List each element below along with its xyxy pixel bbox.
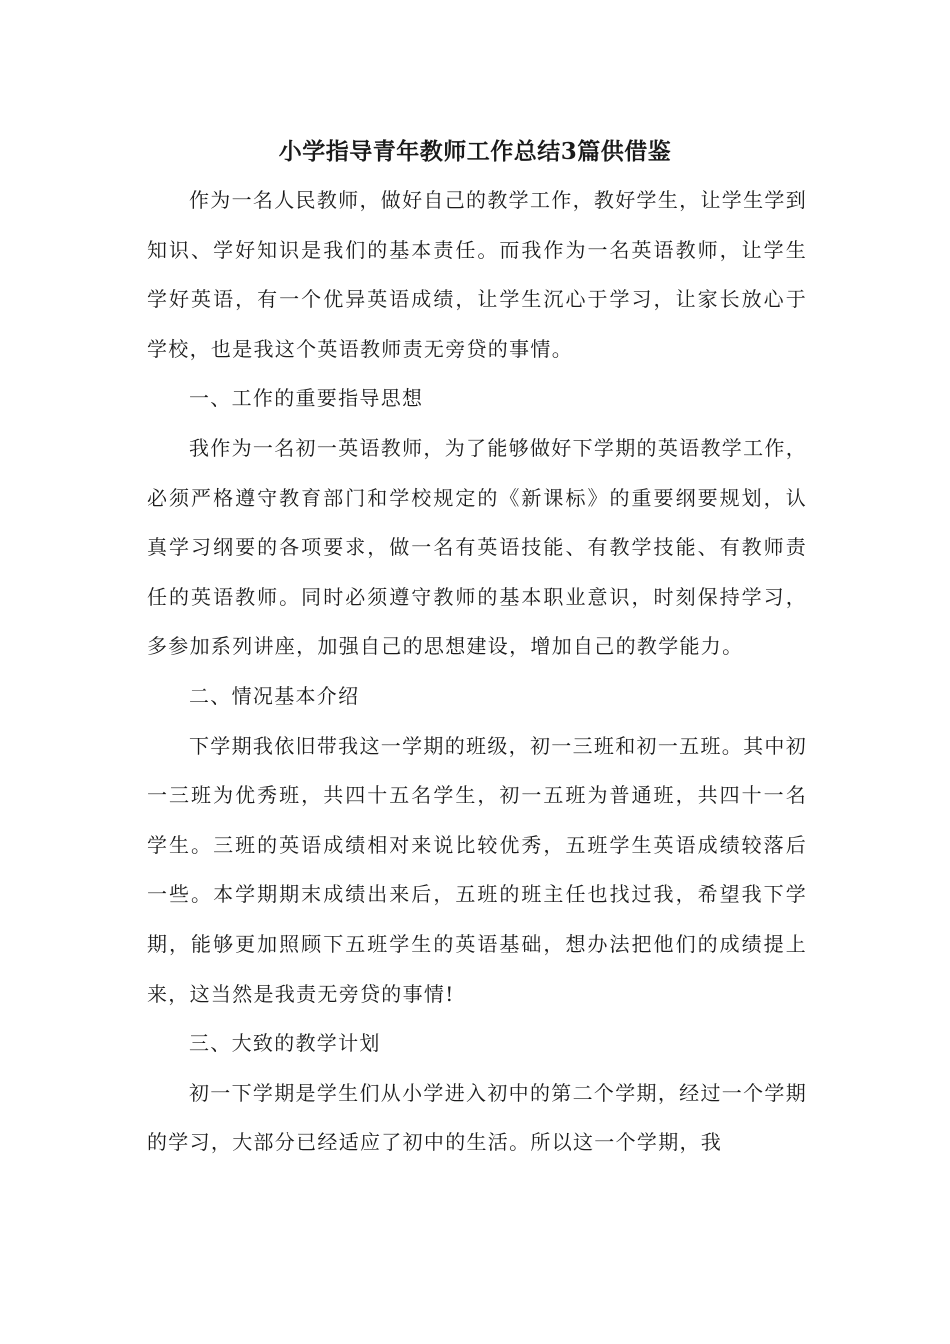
paragraph-teaching-plan: 初一下学期是学生们从小学进入初中的第二个学期，经过一个学期的学习，大部分已经适应了初中的生活。所以这一个学期，我 <box>147 1080 807 1155</box>
paragraph-guiding-thought: 我作为一名初一英语教师，为了能够做好下学期的英语教学工作，必须严格遵守教育部门和学校规定的《新课标》的重要纲要规划，认真学习纲要的各项要求，做一名有英语技能、有教学技能、有教师责任的英语教师。同时必须遵守教师的基本职业意识，时刻保持学习，多参加系列讲座，加强自己的思想建设，增加自己的教学能力。 <box>147 435 807 659</box>
paragraph-intro: 作为一名人民教师，做好自己的教学工作，教好学生，让学生学到知识、学好知识是我们的基本责任。而我作为一名英语教师，让学生学好英语，有一个优异英语成绩，让学生沉心于学习，让家长放心于学校，也是我这个英语教师责无旁贷的事情。 <box>147 188 807 361</box>
section-heading-1: 一、工作的重要指导思想 <box>189 386 424 411</box>
document-body <box>147 176 807 1168</box>
document-title: 小学指导青年教师工作总结3篇供借鉴 <box>278 138 672 165</box>
section-heading-3: 三、大致的教学计划 <box>189 1031 381 1056</box>
paragraph-situation: 下学期我依旧带我这一学期的班级，初一三班和初一五班。其中初一三班为优秀班，共四十五名学生，初一五班为普通班，共四十一名学生。三班的英语成绩相对来说比较优秀，五班学生英语成绩较落后一些。本学期期末成绩出来后，五班的班主任也找过我，希望我下学期，能够更加照顾下五班学生的英语基础，想办法把他们的成绩提上来，这当然是我责无旁贷的事情! <box>147 733 807 1006</box>
section-heading-2: 二、情况基本介绍 <box>189 683 360 708</box>
